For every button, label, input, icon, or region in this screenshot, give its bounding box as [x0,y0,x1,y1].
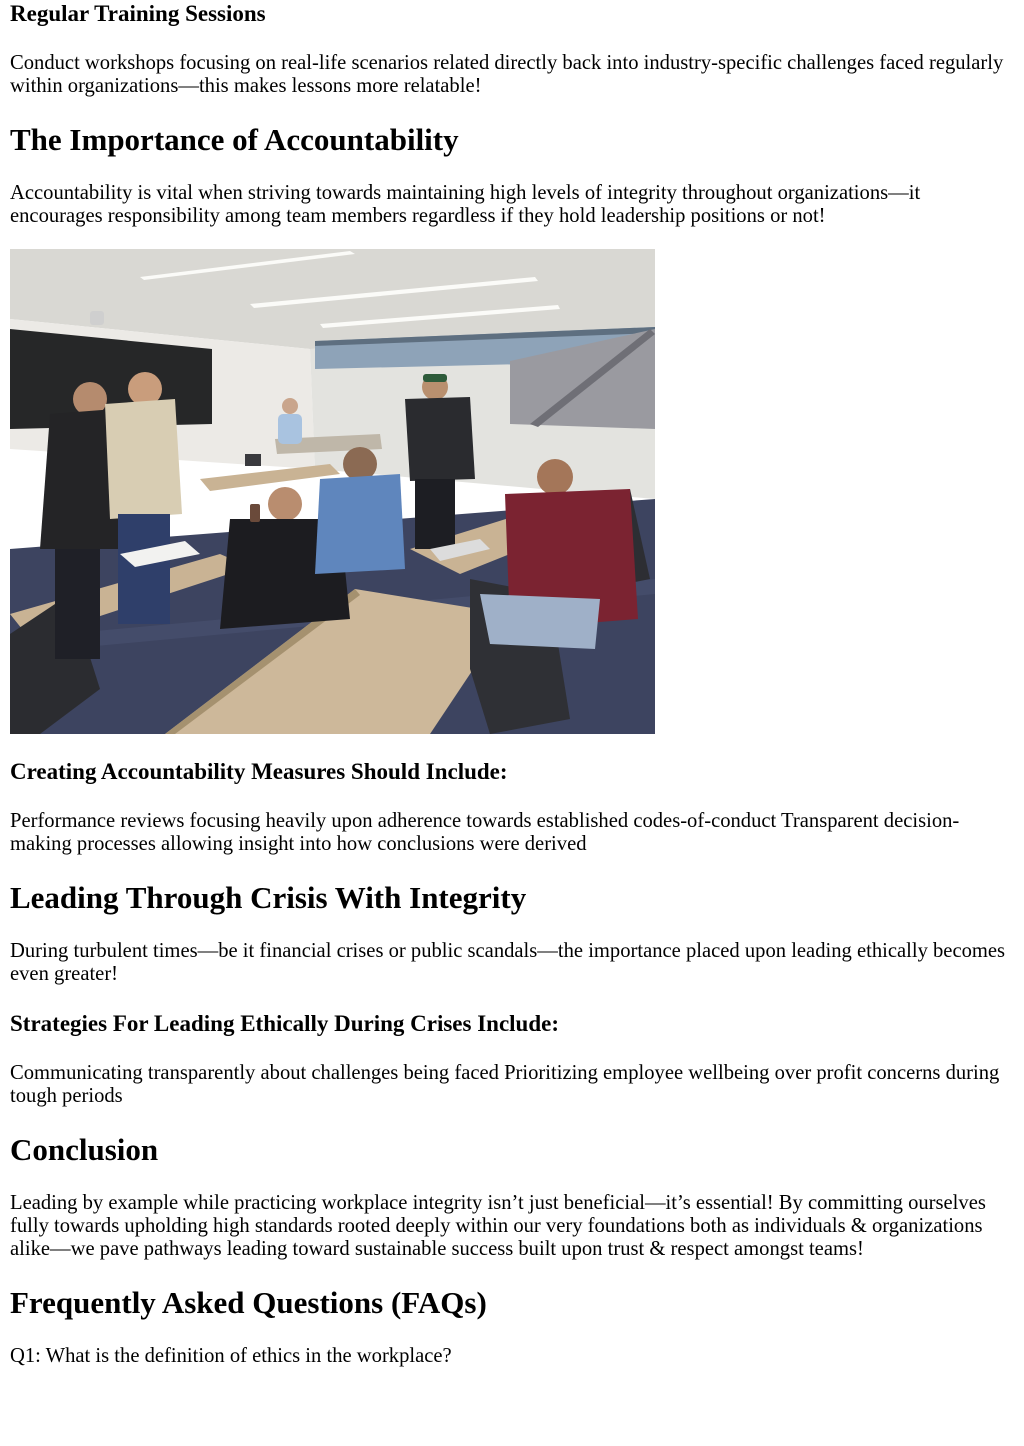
training-heading: Regular Training Sessions [10,1,266,26]
crisis-body: During turbulent times—be it financial crises or public scandals—the importance placed upon leading ethically becomes even greater! [10,940,1006,985]
accountability-body: Accountability is vital when striving towards maintaining high levels of integrity throughout organizations—it encourages responsibility among team members regardless if they hold leadership positions or not! [10,182,921,227]
training-body: Conduct workshops focusing on real-life scenarios related directly back into industry-specific challenges faced regularly within organizations—this makes lessons more relatable! [10,52,1004,97]
conclusion-heading: Conclusion [10,1132,159,1167]
strategies-heading: Strategies For Leading Ethically During Crises Include: [10,1011,560,1036]
accountability-heading: The Importance of Accountability [10,122,459,157]
faq-question-1: Q1: What is the definition of ethics in the workplace? [10,1345,452,1367]
faq-heading: Frequently Asked Questions (FAQs) [10,1285,487,1320]
measures-heading: Creating Accountability Measures Should Include: [10,759,508,784]
classroom-illustration [10,249,655,734]
crisis-heading: Leading Through Crisis With Integrity [10,880,527,915]
conclusion-body: Leading by example while practicing workplace integrity isn’t just beneficial—it’s essential! By committing ourselves fully towards upholding high standards rooted deeply within our very foundations both as individuals & organizations alike—we pave pathways leading toward sustainable success built upon trust & respect amongst teams! [10,1192,986,1260]
strategies-body: Communicating transparently about challenges being faced Prioritizing employee wellbeing over profit concerns during tough periods [10,1062,1000,1107]
measures-body: Performance reviews focusing heavily upon adherence towards established codes-of-conduct Transparent decision-making processes allowing insight into how conclusions were derived [10,810,960,855]
article [10,0,1014,1368]
classroom-photo [10,249,655,734]
